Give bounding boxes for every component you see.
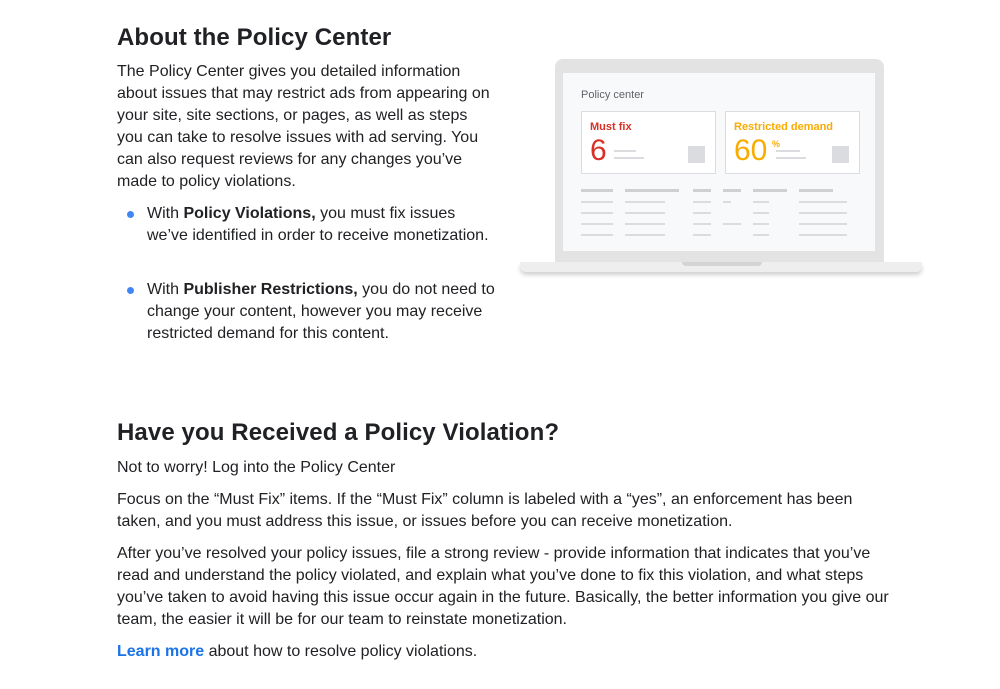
- violation-paragraph-review: After you’ve resolved your policy issues, file a strong review - provide information that indicates that you’ve read and understand the policy violated, and explain what you’ve done to fix this violation, and what steps you’ve taken to avoid having this issue occur again in the future. Basically, the better information you give our team, the easier it will be for our team to reinstate monetization.: [117, 545, 889, 628]
- table-cell-line: [625, 201, 665, 203]
- violation-paragraph-intro: Not to worry! Log into the Policy Center: [117, 459, 396, 476]
- table-header-line: [753, 189, 787, 192]
- violation-paragraph-learn-more: [117, 641, 897, 663]
- must-fix-label: Must fix: [590, 121, 632, 133]
- table-cell-line: [753, 212, 769, 214]
- placeholder-line: [776, 150, 800, 152]
- table-cell-line: [625, 234, 665, 236]
- table-header-line: [581, 189, 613, 192]
- placeholder-line: [776, 157, 806, 159]
- table-cell-line: [693, 234, 711, 236]
- table-header-line: [799, 189, 833, 192]
- bullet-policy-violations: [117, 203, 497, 247]
- placeholder-box: [832, 146, 849, 163]
- table-cell-line: [693, 212, 711, 214]
- bullet-publisher-restrictions: [117, 279, 497, 345]
- section-title-violation: Have you Received a Policy Violation?: [117, 419, 560, 446]
- bullet-dot-icon: [127, 287, 134, 294]
- table-cell-line: [799, 212, 847, 214]
- policy-center-laptop-illustration: [518, 58, 924, 278]
- bullet-bold-term: Policy Violations,: [183, 205, 316, 222]
- placeholder-box: [688, 146, 705, 163]
- laptop-base: [520, 262, 922, 272]
- bullet-bold-term: Publisher Restrictions,: [183, 281, 358, 298]
- table-cell-line: [723, 223, 741, 225]
- table-cell-line: [581, 212, 613, 214]
- table-cell-line: [625, 223, 665, 225]
- section-title-about: About the Policy Center: [117, 24, 392, 51]
- table-cell-line: [723, 201, 731, 203]
- table-cell-line: [625, 212, 665, 214]
- table-cell-line: [693, 223, 711, 225]
- laptop-lid: [555, 59, 884, 269]
- restricted-demand-card: [725, 111, 860, 174]
- table-cell-line: [799, 201, 847, 203]
- bullet-list-item: [117, 279, 497, 345]
- table-cell-line: [799, 234, 847, 236]
- learn-more-suffix: about how to resolve policy violations.: [204, 643, 478, 660]
- restricted-demand-label: Restricted demand: [734, 121, 834, 133]
- table-header-line: [693, 189, 711, 192]
- placeholder-line: [614, 150, 636, 152]
- restricted-demand-unit: %: [772, 139, 781, 149]
- table-cell-line: [753, 201, 769, 203]
- policy-center-title: Policy center: [581, 89, 644, 101]
- bullet-prefix: With: [147, 205, 184, 222]
- must-fix-card: [581, 111, 716, 174]
- bullet-prefix: With: [147, 281, 184, 298]
- table-cell-line: [693, 201, 711, 203]
- table-cell-line: [581, 201, 613, 203]
- bullet-dot-icon: [127, 211, 134, 218]
- laptop-screen: [563, 73, 875, 251]
- violation-paragraph-must-fix: Focus on the “Must Fix” items. If the “Must Fix” column is labeled with a “yes”, an enforcement has been taken, and you must address this issue, or issues before you can receive monetization.: [117, 491, 853, 530]
- laptop-notch: [682, 262, 762, 266]
- table-cell-line: [799, 223, 847, 225]
- table-cell-line: [753, 234, 769, 236]
- table-cell-line: [581, 223, 613, 225]
- table-header-line: [723, 189, 741, 192]
- bullet-list-item: [117, 203, 497, 247]
- bullet-text: you must fix issues we’ve identified in order to receive monetization.: [147, 205, 489, 244]
- table-header-line: [625, 189, 679, 192]
- learn-more-link[interactable]: Learn more: [117, 643, 205, 660]
- table-cell-line: [753, 223, 769, 225]
- must-fix-value: 6: [590, 134, 607, 167]
- bullet-text: you do not need to change your content, however you may receive restricted demand for this content.: [147, 281, 495, 342]
- restricted-demand-value: 60: [734, 134, 768, 167]
- placeholder-line: [614, 157, 644, 159]
- about-paragraph: The Policy Center gives you detailed information about issues that may restrict ads from appearing on your site, site sections, or pages, as well as steps you can take to resolve issues with ad serving. You can also request reviews for any changes you’ve made to policy violations.: [117, 63, 490, 190]
- placeholder-table: [581, 189, 861, 249]
- table-cell-line: [581, 234, 613, 236]
